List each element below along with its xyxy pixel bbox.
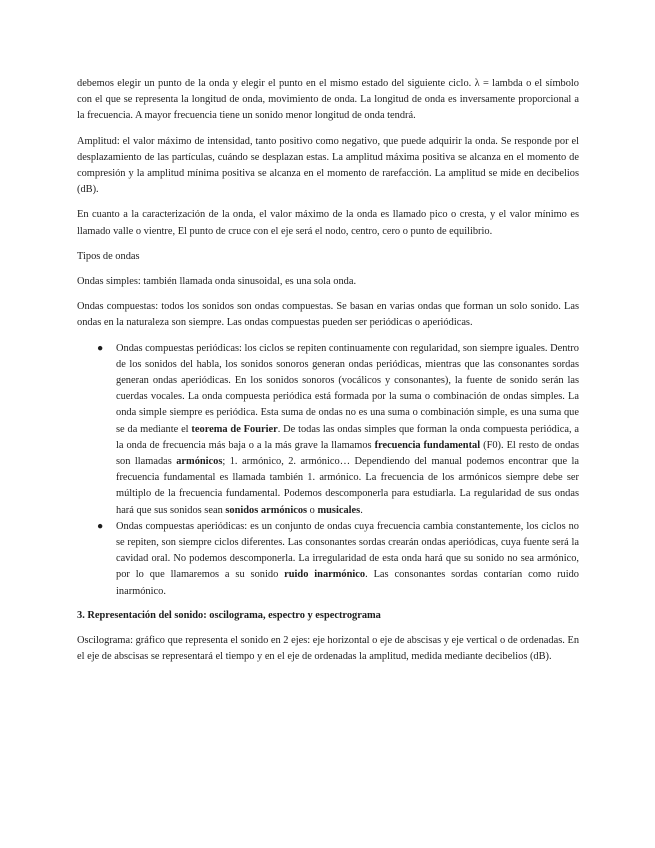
section-heading: 3. Representación del sonido: oscilograma, espectro y espectrograma	[77, 609, 381, 621]
paragraph-compound-waves: Ondas compuestas: todos los sonidos son ondas compuestas. Se basan en varias ondas que forman un solo sonido. Las ondas en la naturaleza son siempre. Las ondas compuestas pueden ser periódicas o aperiódicas.	[77, 301, 579, 329]
list-item-aperiodic	[77, 519, 579, 600]
paragraph-simple-waves: Ondas simples: también llamada onda sinusoidal, es una sola onda.	[77, 276, 357, 288]
list-text: ; 1. armónico, 2. armónico… Dependiendo del manual podemos encontrar que la frecuencia fundamental es llamada también 1. armónico. La frecuencia de los armónicos siempre debe ser múltiplo de la frecuencia fundamental. Podemos descomponerla para estudiarla. La regularidad de sus ondas hará que sus sonidos sean	[116, 456, 580, 516]
list-text: Ondas compuestas periódicas: los ciclos se repiten continuamente con regularidad, son siempre iguales. Dentro de los sonidos del habla, los sonidos sonoros generan ondas periódicas, mientras que las consonantes sordas generan ondas aperiódicas. En los sonidos sonoros (vocálicos y consonantes), la fuente de sonido serán las cuerdas vocales. La onda compuesta periódica está formada por la suma o combinación de ondas simples. La onda simple siempre es periódica. Esta suma de ondas no es una suma o combinación simple, es una suma que se da mediante el	[116, 342, 579, 435]
list-text: .	[360, 504, 363, 516]
bold-term: ruido inarmónico	[284, 569, 366, 581]
bullet-icon: ●	[97, 342, 104, 354]
list-text: (F0). El resto de ondas son llamadas	[116, 439, 580, 468]
paragraph-wave-types-title: Tipos de ondas	[77, 250, 140, 262]
list-text: . De todas las ondas simples que forman la onda compuesta periódica, a la onda de frecuencia más baja o a la más grave la llamamos	[116, 423, 579, 451]
paragraph-amplitude: Amplitud: el valor máximo de intensidad, tanto positivo como negativo, que puede adquirir la onda. Se responde por el desplazamiento de las partículas, cuándo se desplazan estas. La amplitud máxima positiva se alcanza en el momento de compresión y la amplitud mínima positiva se alcanza en el momento de rarefacción. La amplitud se mide en decibelios (dB).	[77, 135, 579, 196]
paragraph-oscillogram: Oscilograma: gráfico que representa el sonido en 2 ejes: eje horizontal o eje de abscisas y eje vertical o de ordenadas. En el eje de abscisas se representará el tiempo y en el eje de ordenadas la amplitud, medida mediante decibelios (dB).	[77, 635, 580, 663]
bold-term: musicales	[317, 504, 361, 516]
bold-term: teorema de Fourier	[191, 423, 278, 435]
paragraph-wavelength: debemos elegir un punto de la onda y elegir el punto en el mismo estado del siguiente ciclo. λ = lambda o el símbolo con el que se representa la longitud de onda, movimiento de onda. La longitud de onda es inversamente proporcional a la frecuencia. A mayor frecuencia tiene un sonido menor longitud de onda tendrá.	[77, 78, 579, 122]
list-text: Ondas compuestas aperiódicas: es un conjunto de ondas cuya frecuencia cambia constantemente, los ciclos no se repiten, son siempre ciclos diferentes. Las consonantes sordas crearán ondas aperiódicas, cuya fuente será la cavidad oral. No podemos descomponerla. La irregularidad de esta onda hará que su sonido no sea armónico, por lo que llamaremos a su sonido	[116, 520, 579, 581]
bold-term: armónicos	[176, 456, 223, 468]
bold-term: frecuencia fundamental	[374, 439, 481, 451]
list-item-periodic	[77, 341, 579, 519]
document-page	[77, 76, 579, 675]
bold-term: sonidos armónicos	[225, 504, 308, 516]
list-text: o	[307, 504, 318, 516]
wave-types-list	[77, 341, 579, 600]
bullet-icon: ●	[97, 520, 104, 532]
paragraph-wave-characterization: En cuanto a la caracterización de la onda, el valor máximo de la onda es llamado pico o cresta, y el valor mínimo es llamado valle o vientre, El punto de cruce con el eje será el nodo, centro, cero o punto de equilibrio.	[77, 209, 579, 237]
list-text: . Las consonantes sordas contarían como ruido inarmónico.	[116, 569, 579, 597]
